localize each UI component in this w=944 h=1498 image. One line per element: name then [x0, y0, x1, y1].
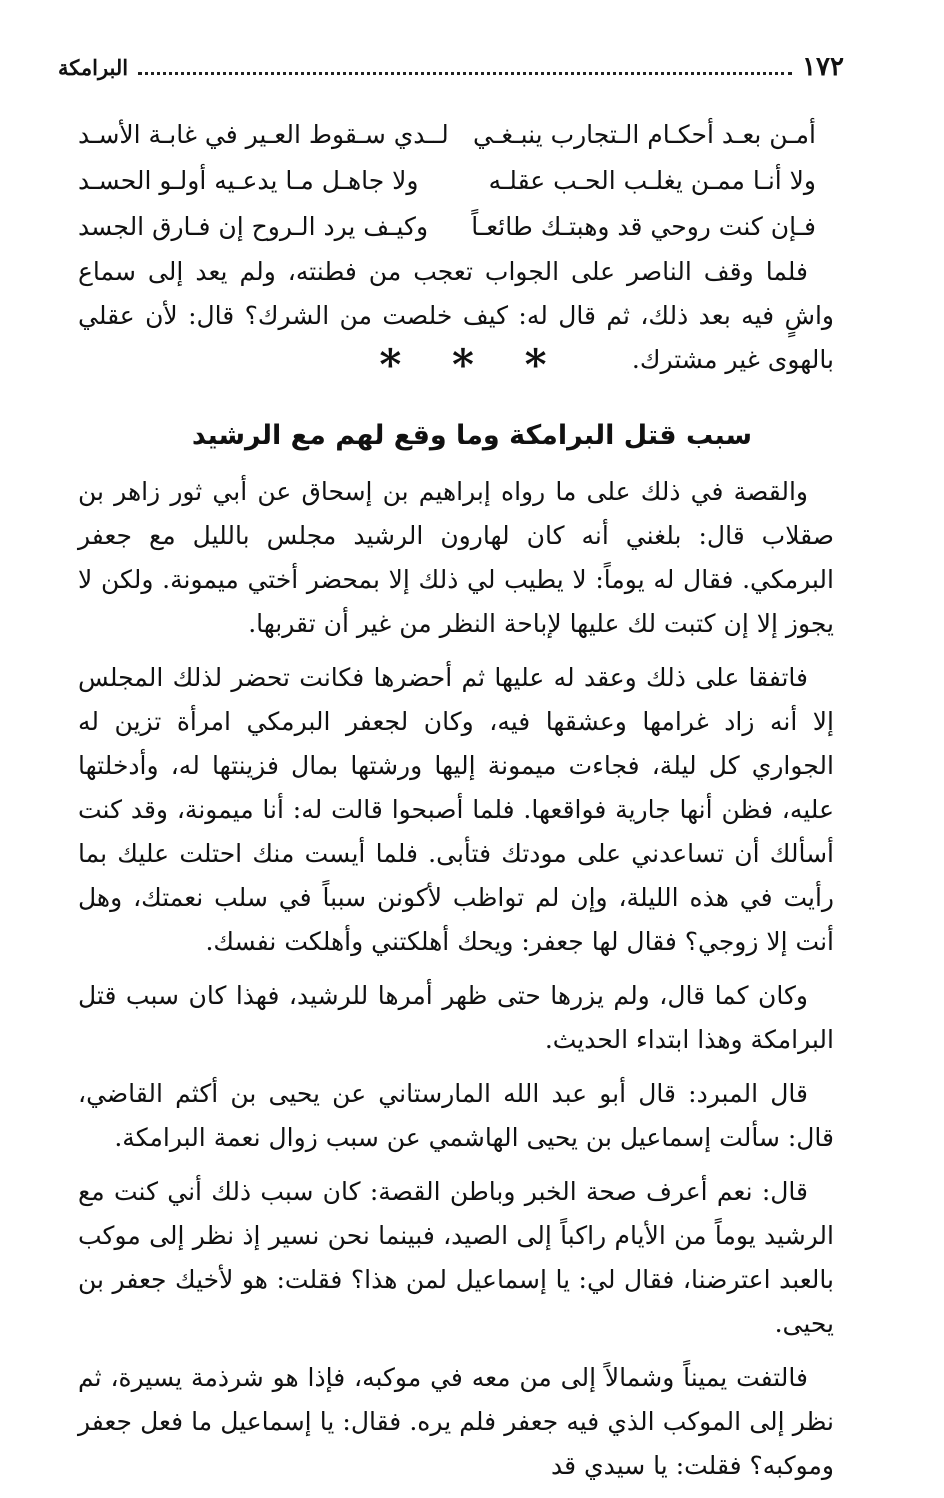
- paragraph: فاتفقا على ذلك وعقد له عليها ثم أحضرها فكانت تحضر لذلك المجلس إلا أنه زاد غرامها وعشقها فيه، وكان لجعفر البرمكي امرأة تزين له الجواري كل ليلة، فجاءت ميمونة إليها ورشتها بمال فزينتها له، وأدخلتها عليه، فظن أنها جارية فواقعها. فلما أصبحوا قالت له: أنا ميمونة، وقد كنت أسألك أن تساعدني على مودتك فتأبى. فلما أيست منك احتلت عليك بما رأيت في هذه الليلة، وإن لم تواظب لأكونن سبباً في سلب نعمتك، وهل أنت إلا زوجي؟ فقال لها جعفر: ويحك أهلكتني وأهلكت نفسك.: [78, 663, 834, 956]
- header-dotted-leader: [138, 71, 792, 75]
- paragraph: قال المبرد: قال أبو عبد الله المارستاني عن يحيى بن أكثم القاضي، قال: سألت إسماعيل بن يحيى الهاشمي عن سبب زوال نعمة البرامكة.: [78, 1079, 834, 1152]
- section-separator: * * *: [379, 340, 565, 389]
- page-number: ١٧٢: [802, 52, 844, 82]
- verse-second-hemistich: ولا جاهـل مـا يدعـيه أولـو الحسـد: [78, 166, 419, 195]
- verse-first-hemistich: فـإن كنت روحي قد وهبتـك طائعـاً: [471, 212, 816, 241]
- poem-verses: [78, 112, 816, 250]
- verse-row: [78, 158, 816, 204]
- intro-paragraph: فلما وقف الناصر على الجواب تعجب من فطنته، ولم يعد إلى سماع واشٍ فيه بعد ذلك، ثم قال له: كيف خلصت من الشرك؟ قال: لأن عقلي بالهوى غير مشترك.: [78, 257, 834, 374]
- verse-second-hemistich: وكيـف يرد الـروح إن فـارق الجسد: [78, 212, 429, 241]
- verse-row: [78, 204, 816, 250]
- paragraph: وكان كما قال، ولم يزرها حتى ظهر أمرها للرشيد، فهذا كان سبب قتل البرامكة وهذا ابتداء الحديث.: [78, 981, 834, 1054]
- verse-row: [78, 112, 816, 158]
- verse-second-hemistich: لــدي سـقوط العـير في غابـة الأسـد: [78, 120, 449, 149]
- paragraph: فالتفت يميناً وشمالاً إلى من معه في موكبه، فإذا هو شرذمة يسيرة، ثم نظر إلى الموكب الذي فيه جعفر فلم يره. فقال: يا إسماعيل ما فعل جعفر وموكبه؟ فقلت: يا سيدي قد: [78, 1363, 834, 1480]
- section-heading: سبب قتل البرامكة وما وقع لهم مع الرشيد: [191, 420, 753, 451]
- main-text: [78, 470, 834, 1498]
- verse-first-hemistich: ولا أنـا ممـن يغلـب الحـب عقلـه: [488, 166, 816, 195]
- paragraph: والقصة في ذلك على ما رواه إبراهيم بن إسحاق عن أبي ثور زاهر بن صقلاب قال: بلغني أنه كان لهارون الرشيد مجلس بالليل مع جعفر البرمكي. فقال له يوماً: لا يطيب لي ذلك إلا بمحضر أختي ميمونة. ولكن لا يجوز إلا إن كتبت لك عليها لإباحة النظر من غير أن تقربها.: [78, 477, 834, 638]
- page-header: [58, 52, 844, 82]
- paragraph: قال: نعم أعرف صحة الخبر وباطن القصة: كان سبب ذلك أني كنت مع الرشيد يوماً من الأيام راكباً إلى الصيد، فبينما نحن نسير إذ نظر إلى موكب بالعبد اعترضنا، فقال لي: يا إسماعيل لمن هذا؟ فقلت: هو لأخيك جعفر بن يحيى.: [78, 1177, 835, 1338]
- running-title: البرامكة: [58, 55, 129, 80]
- verse-first-hemistich: أمـن بعـد أحكـام الـتجارب ينبـغـي: [473, 120, 816, 149]
